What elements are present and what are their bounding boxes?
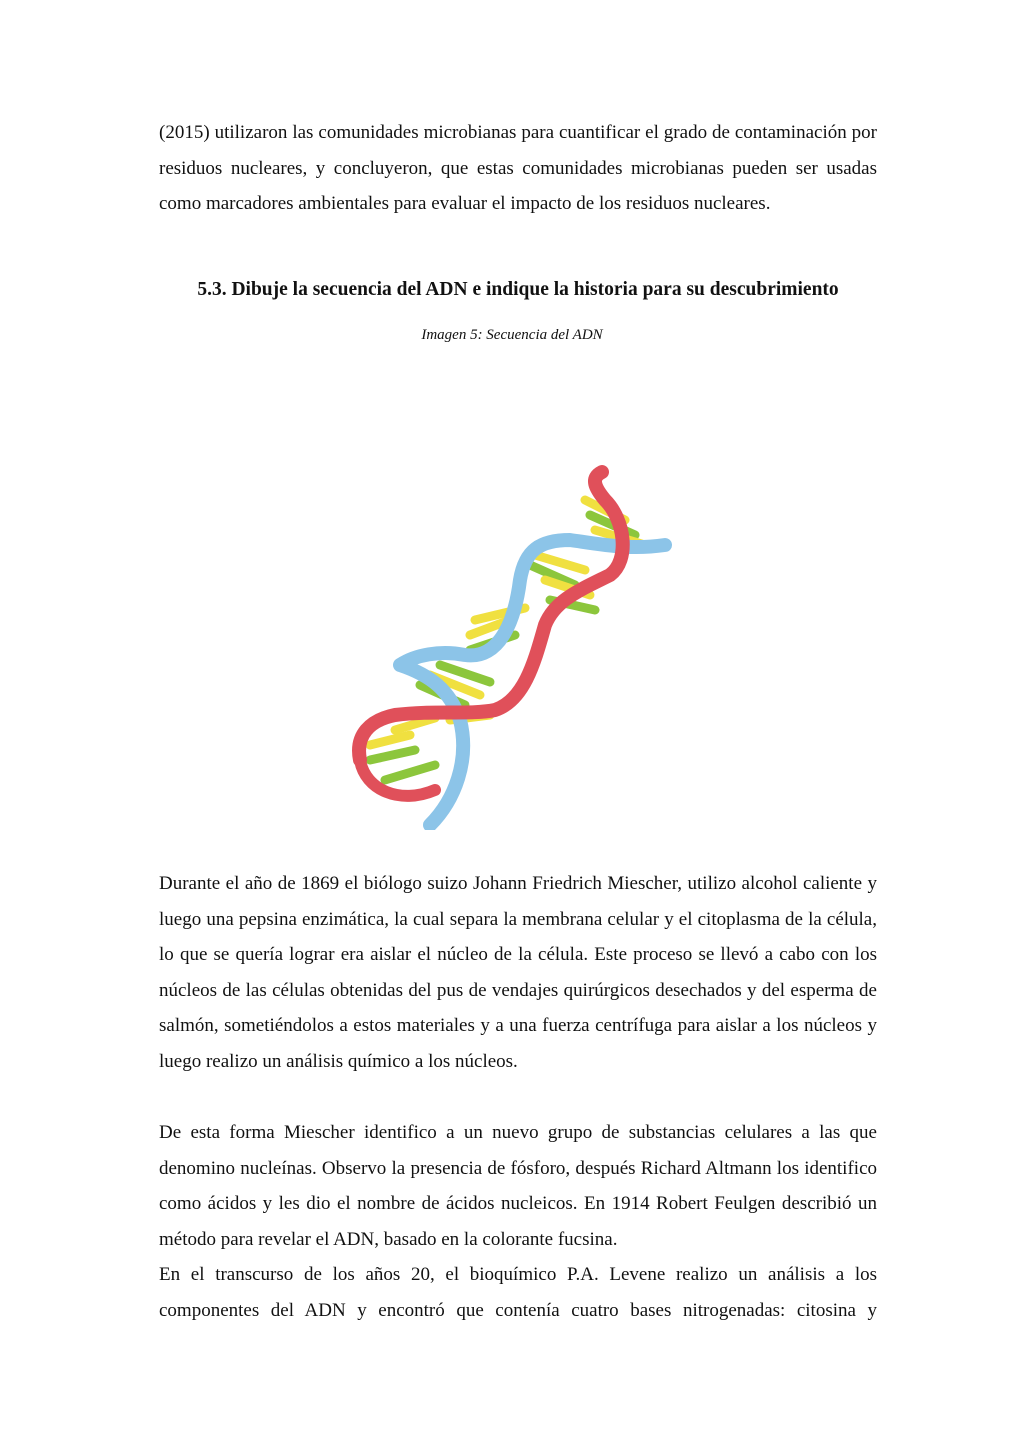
intro-paragraph: (2015) utilizaron las comunidades microbianas para cuantificar el grado de contaminación por residuos nucleares, y concluyeron, que estas comunidades microbianas pueden ser usadas como marcadores ambientales para evaluar el impacto de los residuos nucleares. <box>159 122 877 215</box>
body-paragraph-1: Durante el año de 1869 el biólogo suizo Johann Friedrich Miescher, utilizo alcohol caliente y luego una pepsina enzimática, la cual separa la membrana celular y el citoplasma de la célula, lo que se quería lograr era aislar el núcleo de la célula. Este proceso se llevó a cabo con los núcleos de las células obtenidas del pus de vendajes quirúrgicos desechados y del esperma de salmón, sometiéndolos a estos materiales y a una fuerza centrífuga para aislar a los núcleos y luego realizo un análisis químico a los núcleos. <box>159 873 877 1072</box>
body-paragraph-3: En el transcurso de los años 20, el bioquímico P.A. Levene realizo un análisis a los componentes del ADN y encontró que contenía cuatro bases nitrogenadas: citosina y <box>159 1264 877 1321</box>
body-paragraph-2: De esta forma Miescher identifico a un nuevo grupo de substancias celulares a las que denomino nucleínas. Observo la presencia de fósforo, después Richard Altmann los identifico como ácidos y les dio el nombre de ácidos nucleicos. En 1914 Robert Feulgen describió un método para revelar el ADN, basado en la colorante fucsina. <box>159 1122 877 1250</box>
dna-helix-drawing <box>340 460 690 830</box>
section-heading: 5.3. Dibuje la secuencia del ADN e indique la historia para su descubrimiento <box>197 279 839 300</box>
figure-caption: Imagen 5: Secuencia del ADN <box>421 327 603 343</box>
